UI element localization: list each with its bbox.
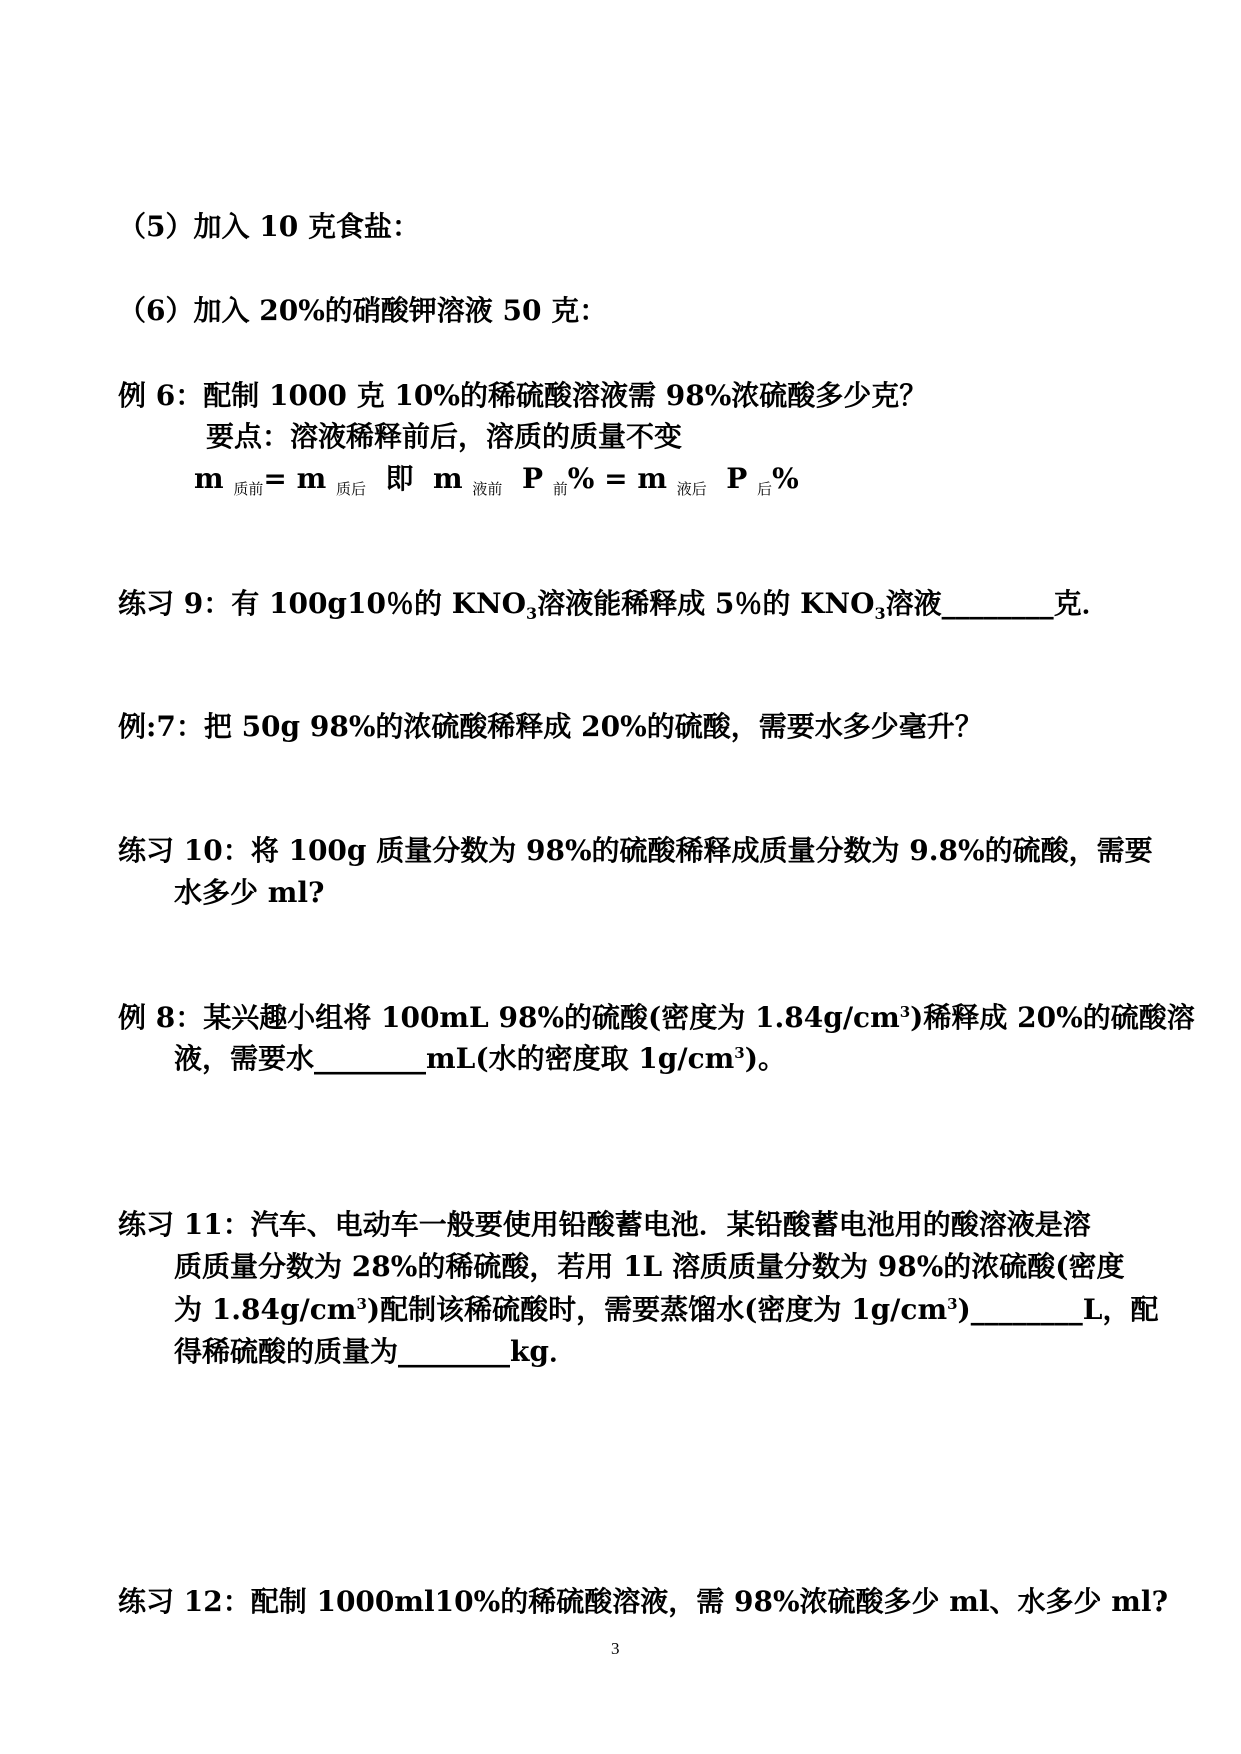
- example-8-text: )。: [744, 1042, 786, 1075]
- formula-eq: = m: [263, 462, 327, 495]
- example-8-line-2: [174, 1042, 786, 1075]
- formula-p: P: [521, 462, 543, 495]
- example-6: 例 6：配制 1000 克 10%的稀硫酸溶液需 98%浓硫酸多少克？: [118, 379, 928, 412]
- example-8-line-1: [118, 1001, 1195, 1034]
- formula-sub: 前: [552, 480, 568, 498]
- formula-sub: 液前: [472, 480, 503, 498]
- formula-mid: % = m: [567, 462, 667, 495]
- practice-9: [118, 587, 1110, 623]
- problem-6: （6）加入 20%的硝酸钾溶液 50 克：: [118, 294, 608, 327]
- practice-9-text: 练习 9：有 100g10％的 KNO: [118, 587, 527, 620]
- superscript: 3: [947, 1295, 958, 1313]
- superscript: 3: [356, 1295, 367, 1313]
- formula-m: m: [433, 462, 463, 495]
- practice-11-text: 为 1.84g/cm: [174, 1293, 357, 1326]
- example-8-text: )稀释成 20%的硫酸溶: [910, 1001, 1195, 1034]
- formula-m: m: [194, 462, 224, 495]
- practice-9-text: 溶液能稀释成 5％的 KNO: [537, 587, 875, 620]
- problem-5: （5）加入 10 克食盐：: [118, 210, 420, 243]
- practice-9-text: 溶液________克．: [885, 587, 1110, 620]
- subscript: 3: [526, 604, 538, 623]
- practice-11-text: )________L，配: [957, 1293, 1159, 1326]
- page-number: 3: [611, 1639, 620, 1658]
- formula-pct: %: [772, 462, 799, 495]
- formula-sub: 后: [757, 480, 773, 498]
- practice-11-text: )配制该稀硫酸时，需要蒸馏水(密度为 1g/cm: [366, 1293, 948, 1326]
- formula-p: P: [726, 462, 748, 495]
- practice-12: 练习 12：配制 1000ml10%的稀硫酸溶液，需 98%浓硫酸多少 ml、水多少 ml?: [118, 1585, 1168, 1618]
- superscript: 3: [899, 1003, 911, 1021]
- formula-sub: 质前: [233, 480, 264, 498]
- example-6-key-point: 要点：溶液稀释前后，溶质的质量不变: [206, 420, 683, 453]
- example-8-text: 例 8：某兴趣小组将 100mL 98%的硫酸(密度为 1.84g/cm: [118, 1001, 900, 1034]
- example-7: 例:7：把 50g 98%的浓硫酸稀释成 20%的硫酸，需要水多少毫升？: [118, 710, 983, 743]
- example-8-text: 液，需要水________mL(水的密度取 1g/cm: [174, 1042, 735, 1075]
- formula-ji: 即: [385, 462, 414, 495]
- practice-11-line-3: [174, 1293, 1159, 1326]
- practice-11-line-1: 练习 11：汽车、电动车一般要使用铅酸蓄电池．某铅酸蓄电池用的酸溶液是溶: [118, 1208, 1091, 1241]
- dilution-formula: [194, 462, 799, 498]
- practice-10-line-2: 水多少 ml?: [174, 876, 325, 909]
- superscript: 3: [734, 1044, 745, 1062]
- practice-10-line-1: 练习 10：将 100g 质量分数为 98%的硫酸稀释成质量分数为 9.8%的硫酸，需要: [118, 834, 1153, 867]
- subscript: 3: [874, 604, 886, 623]
- formula-sub: 液后: [676, 480, 707, 498]
- practice-11-line-4: 得稀硫酸的质量为________kg．: [174, 1335, 577, 1368]
- formula-sub: 质后: [336, 480, 367, 498]
- practice-11-line-2: 质质量分数为 28%的稀硫酸，若用 1L 溶质质量分数为 98%的浓硫酸(密度: [174, 1250, 1125, 1283]
